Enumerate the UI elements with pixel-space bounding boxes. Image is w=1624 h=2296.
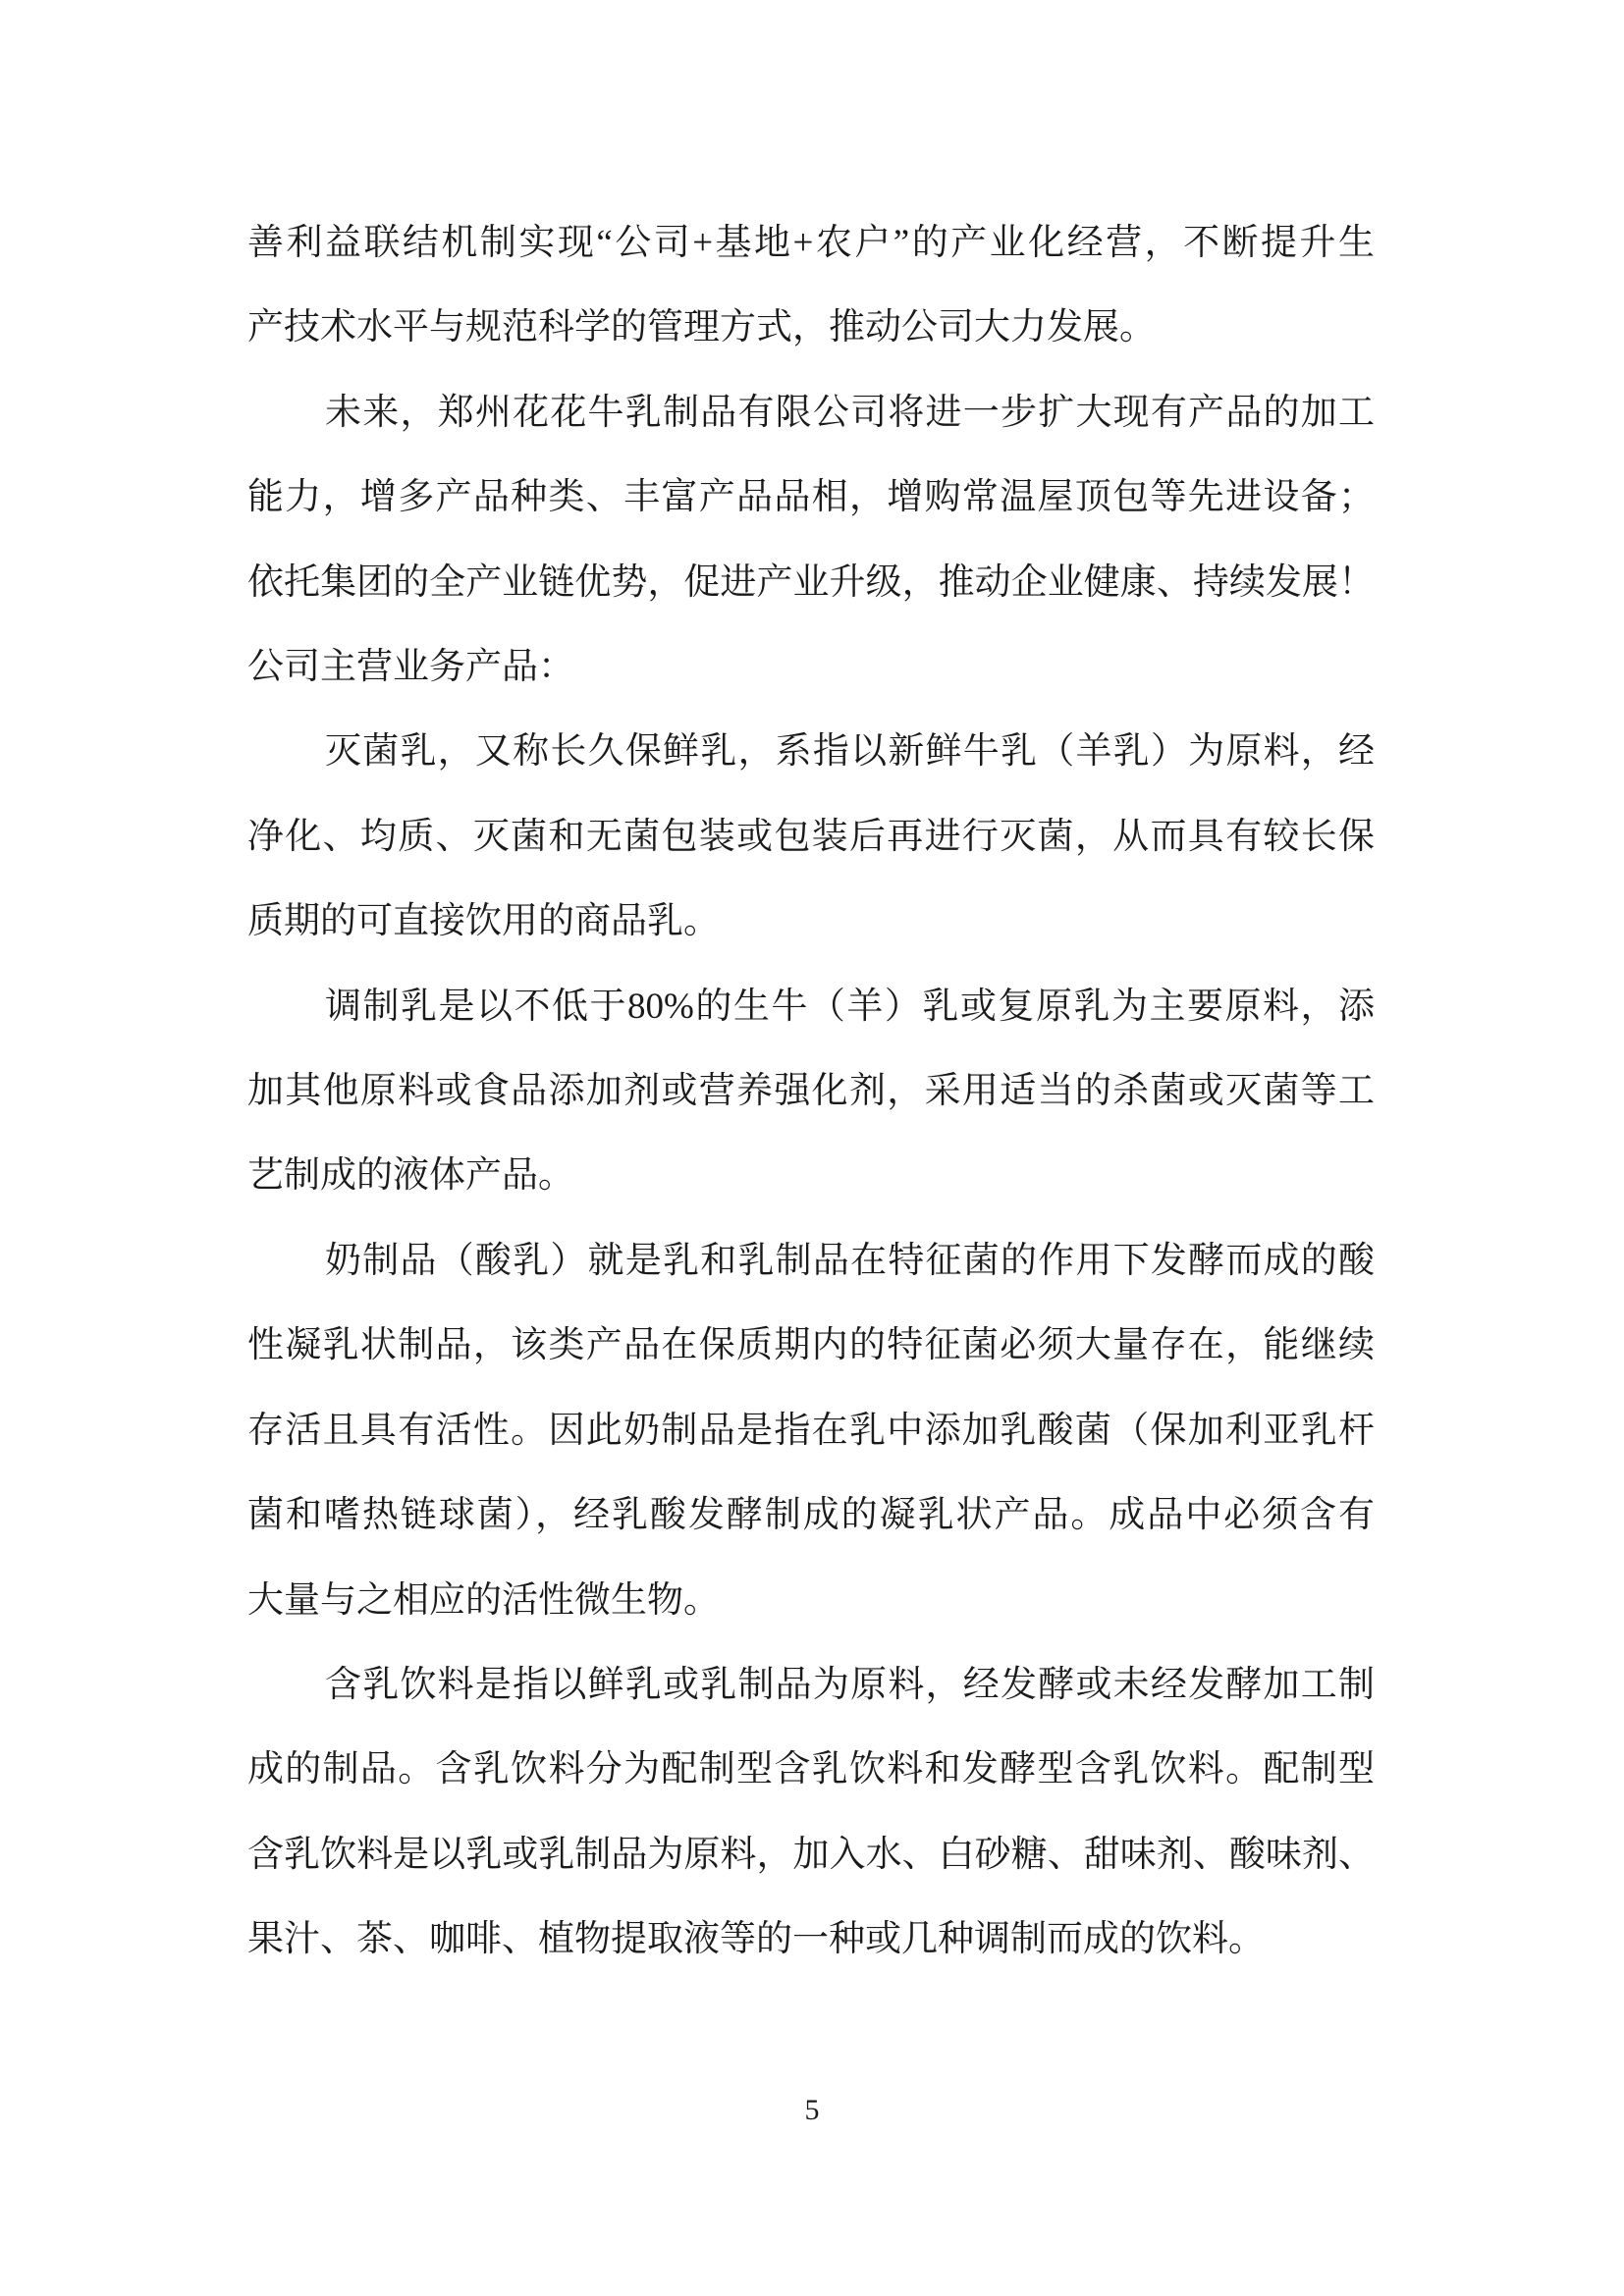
text-line: 性凝乳状制品，该类产品在保质期内的特征菌必须大量存在，能继续 — [247, 1325, 1375, 1366]
text-line: 产技术水平与规范科学的管理方式，推动公司大力发展。 — [247, 307, 1156, 348]
text-line: 存活且具有活性。因此奶制品是指在乳中添加乳酸菌（保加利亚乳杆 — [247, 1410, 1375, 1451]
text-line: 艺制成的液体产品。 — [247, 1155, 574, 1197]
text-line: 灭菌乳，又称长久保鲜乳，系指以新鲜牛乳（羊乳）为原料，经 — [325, 731, 1375, 773]
text-line: 含乳饮料是指以鲜乳或乳制品为原料，经发酵或未经发酵加工制 — [325, 1664, 1375, 1705]
text-line: 奶制品（酸乳）就是乳和乳制品在特征菌的作用下发酵而成的酸 — [325, 1240, 1375, 1281]
text-line: 调制乳是以不低于80%的生牛（羊）乳或复原乳为主要原料，添 — [325, 986, 1375, 1027]
text-line: 净化、均质、灭菌和无菌包装或包装后再进行灭菌，从而具有较长保 — [247, 816, 1375, 857]
text-line: 质期的可直接饮用的商品乳。 — [247, 901, 720, 942]
text-line: 果汁、茶、咖啡、植物提取液等的一种或几种调制而成的饮料。 — [247, 1919, 1265, 1960]
text-line: 成的制品。含乳饮料分为配制型含乳饮料和发酵型含乳饮料。配制型 — [247, 1749, 1375, 1790]
text-line: 加其他原料或食品添加剂或营养强化剂，采用适当的杀菌或灭菌等工 — [247, 1071, 1375, 1112]
page-number: 5 — [804, 2094, 820, 2126]
text-line: 含乳饮料是以乳或乳制品为原料，加入水、白砂糖、甜味剂、酸味剂、 — [247, 1834, 1375, 1875]
body-text — [247, 201, 1375, 1983]
text-line: 大量与之相应的活性微生物。 — [247, 1579, 720, 1621]
text-line: 善利益联结机制实现“公司+基地+农户”的产业化经营，不断提升生 — [247, 223, 1375, 263]
text-line: 依托集团的全产业链优势，促进产业升级，推动企业健康、持续发展！ — [247, 561, 1375, 603]
text-line: 公司主营业务产品： — [247, 647, 574, 688]
text-line: 能力，增多产品种类、丰富产品品相，增购常温屋顶包等先进设备； — [247, 477, 1375, 518]
text-line: 菌和嗜热链球菌），经乳酸发酵制成的凝乳状产品。成品中必须含有 — [247, 1495, 1375, 1536]
text-line: 未来，郑州花花牛乳制品有限公司将进一步扩大现有产品的加工 — [325, 392, 1375, 433]
